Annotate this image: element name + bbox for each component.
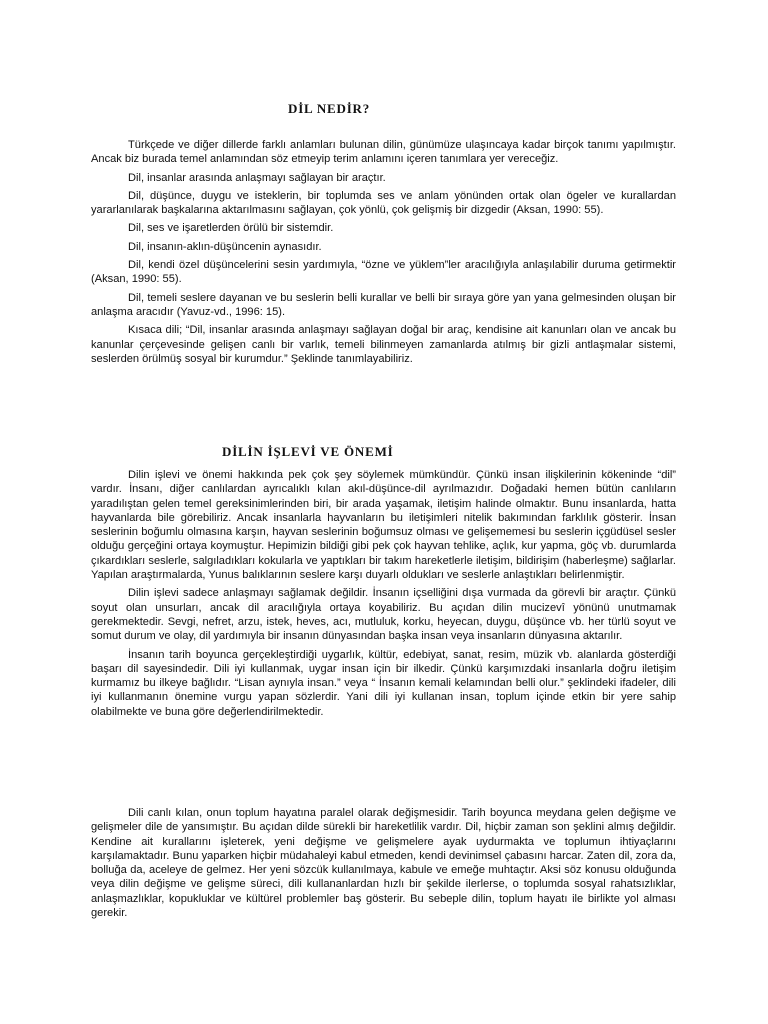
paragraph: Dili canlı kılan, onun toplum hayatına paralel olarak değişmesidir. Tarih boyunca meydana gelen değişme ve gelişmeler dile de yansımıştır. Bu açıdan dilde sürekli bir hareketlilik vardır. Dil, hiçbir zaman son şeklini almış değildir. Kendine ait kurallarını işleterek, yeni değişme ve gelişmelere ayak uydurmakta ve toplumun ihtiyaçlarını karşılamaktadır. Bunu yaparken hiçbir müdahaleyi kabul etmeden, kendi devinimsel çabasını harcar. Zaten dil, zora da, bolluğa da, aceleye de gelmez. Her yeni sözcük kullanılmaya, kabule ve emeğe muhtaçtır. Aksi söz konusu olduğunda veya dilin değişme ve gelişme süreci, dili kullananlardan hızlı bir şekilde ilerlerse, o toplumda sosyal rahatsızlıklar, anlaşmazlıklar, kopukluklar ve kültürel problemler baş gösterir. Bu sebeple dilin, toplum hayatı ile birlikte yol alması gerekir.: [91, 807, 676, 920]
paragraph: İnsanın tarih boyunca gerçekleştirdiği uygarlık, kültür, edebiyat, sanat, resim, müzik vb. alanlarda gösterdiği başarı dil sayesindedir. Dili iyi kullanmak, uygar insan için bir ilkedir. Çünkü karşımızdaki insanlarla doğru iletişim kurmamız bu ilkeye bağlıdır. “Lisan aynıyla insan.” veya “ İnsanın kemali kelamından belli olur.” şeklindeki ifadeler, dili iyi kullanmanın önemine vurgu yapan sözlerdir. Yani dili iyi kullanan insan, toplum içinde etkin bir yere sahip olabilmekte ve buna göre değerlendirilmektedir.: [91, 648, 676, 718]
paragraph: Dil, insanın-aklın-düşüncenin aynasıdır.: [128, 240, 322, 253]
paragraph: Türkçede ve diğer dillerde farklı anlamları bulunan dilin, günümüze ulaşıncaya kadar birçok tanımı yapılmıştır. Ancak biz burada temel anlamından söz etmeyip terim anlamını içeren tanımlara yer vereceğiz.: [91, 139, 676, 166]
paragraph: Kısaca dili; “Dil, insanlar arasında anlaşmayı sağlayan doğal bir araç, kendisine ait kanunları olan ve ancak bu kanunlar çerçevesinde gelişen canlı bir varlık, temeli bilinmeyen zamanlarda atılmış bir gizli antlaşmalar sistemi, seslerden örülmüş sosyal bir kurumdur.” Şeklinde tanımlayabiliriz.: [91, 324, 676, 365]
section-dil-degisimi-body: [91, 806, 676, 924]
paragraph: Dil, insanlar arasında anlaşmayı sağlayan bir araçtır.: [128, 171, 386, 184]
section-title-dilin-islevi: DİLİN İŞLEVİ VE ÖNEMİ: [222, 444, 394, 459]
section-dilin-islevi-body: [91, 468, 676, 723]
paragraph: Dilin işlevi ve önemi hakkında pek çok şey söylemek mümkündür. Çünkü insan ilişkilerinin kökeninde “dil” vardır. İnsanı, diğer canlılardan ayrıcalıklı kılan akıl-düşünce-dil ayrılmazıdır. Doğadaki hemen bütün canlıların yaradılıştan gelen temel gereksinimlerinden biri, bir arada yaşamak, iletişim halinde olmaktır. Bunu insanlarda, hatta hayvanlarda bile görebiliriz. Ancak insanlarla hayvanların bu iletişimleri nitelik bakımından farklılık gösterir. İnsan seslerinin boğumlu olmasına karşın, hayvan seslerinin boğumsuz olması ve gelişememesi bu seslerin içgüdüsel sesler olduğu gerçeğini ortaya koymuştur. Hepimizin bildiği gibi pek çok hayvan tehlike, açlık, kur yapma, göç vb. durumlarda çıkardıkları seslerle, salgıladıkları kokularla ve yaptıkları bir takım hareketlerle iletişim, bildirişim (haberleşme) sağlarlar. Yapılan araştırmalarda, Yunus balıklarının seslere karşı duyarlı oldukları ve seslerle anlaştıkları belirlenmiştir.: [91, 469, 676, 582]
paragraph: Dil, temeli seslere dayanan ve bu seslerin belli kurallar ve belli bir sıraya göre yan yana gelmesinden oluşan bir anlaşma aracıdır (Yavuz-vd., 1996: 15).: [91, 291, 676, 318]
paragraph: Dil, kendi özel düşüncelerini sesin yardımıyla, “özne ve yüklem”ler aracılığıyla anlaşılabilir duruma getirmektir (Aksan, 1990: 55).: [91, 259, 676, 286]
section-dil-nedir-body: [91, 138, 676, 370]
section-title-dil-nedir: DİL NEDİR?: [288, 101, 371, 116]
paragraph: Dil, ses ve işaretlerden örülü bir sistemdir.: [128, 222, 334, 235]
paragraph: Dil, düşünce, duygu ve isteklerin, bir toplumda ses ve anlam yönünden ortak olan ögeler ve kurallardan yararlanılarak başkalarına aktarılmasını sağlayan, çok yönlü, çok gelişmiş bir dizgedir (Aksan, 1990: 55).: [91, 189, 676, 217]
paragraph: Dilin işlevi sadece anlaşmayı sağlamak değildir. İnsanın içselliğini dışa vurmada da görevli bir araçtır. Çünkü soyut olan unsurları, ancak dil aracılığıyla ortaya koyabiliriz. Bu açıdan dilin mucizevî yönünü unutmamak gerekmektedir. Sevgi, nefret, arzu, istek, heves, acı, mutluluk, korku, heyecan, duygu, düşünce vb. her türlü soyut ve somut durum ve olay, dil yardımıyla bir insanın dünyasından başka insan veya insanların dünyasına aktarılır.: [91, 587, 676, 643]
